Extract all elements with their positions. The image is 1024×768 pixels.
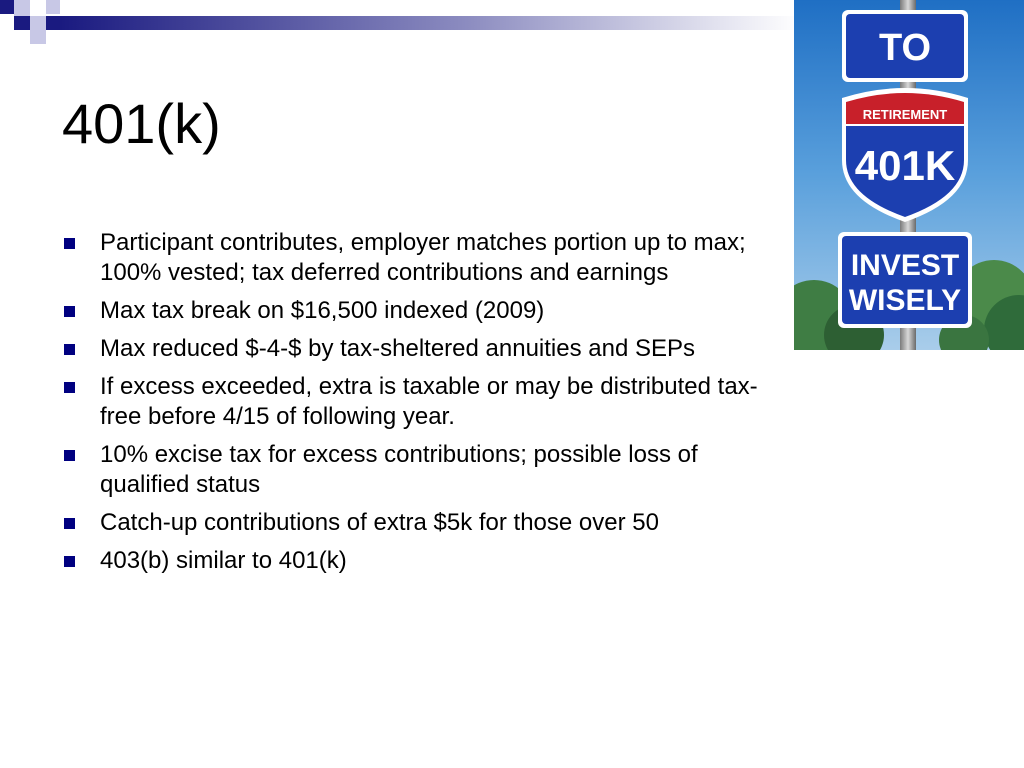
bullet-text: Catch-up contributions of extra $5k for those over 50 — [100, 509, 659, 536]
sign-line-2: WISELY — [848, 284, 962, 317]
bullet-text: Max tax break on $16,500 indexed (2009) — [100, 297, 545, 324]
bullet-text: If excess exceeded, extra is taxable or may be distributed tax-free before 4/15 of following year. — [100, 373, 758, 430]
road-sign-illustration — [794, 0, 1024, 350]
bullet-item — [62, 296, 782, 326]
square-bullet-icon — [64, 238, 75, 249]
bullet-text: Participant contributes, employer matches portion up to max; 100% vested; tax deferred contributions and earnings — [100, 229, 746, 286]
bullet-text: 10% excise tax for excess contributions; possible loss of qualified status — [100, 441, 698, 498]
shield-main-text: 401K — [854, 142, 956, 189]
road-sign-photo — [794, 0, 1024, 350]
bullet-item — [62, 440, 782, 500]
bullet-item — [62, 372, 782, 432]
slide-title: 401(k) — [62, 92, 221, 155]
square-bullet-icon — [64, 518, 75, 529]
to-sign-text: TO — [878, 27, 932, 69]
shield-top-text: RETIREMENT — [862, 107, 948, 122]
header-gradient-bar — [0, 0, 800, 44]
bullet-text: 403(b) similar to 401(k) — [100, 547, 347, 574]
bullet-item — [62, 508, 782, 538]
square-bullet-icon — [64, 344, 75, 355]
square-bullet-icon — [64, 556, 75, 567]
square-bullet-icon — [64, 306, 75, 317]
bullet-item — [62, 228, 782, 288]
bullet-text: Max reduced $-4-$ by tax-sheltered annuities and SEPs — [100, 335, 695, 362]
square-bullet-icon — [64, 450, 75, 461]
bullet-list — [62, 228, 782, 584]
bullet-item — [62, 546, 782, 576]
sign-line-1: INVEST — [850, 249, 960, 282]
square-bullet-icon — [64, 382, 75, 393]
bullet-item — [62, 334, 782, 364]
